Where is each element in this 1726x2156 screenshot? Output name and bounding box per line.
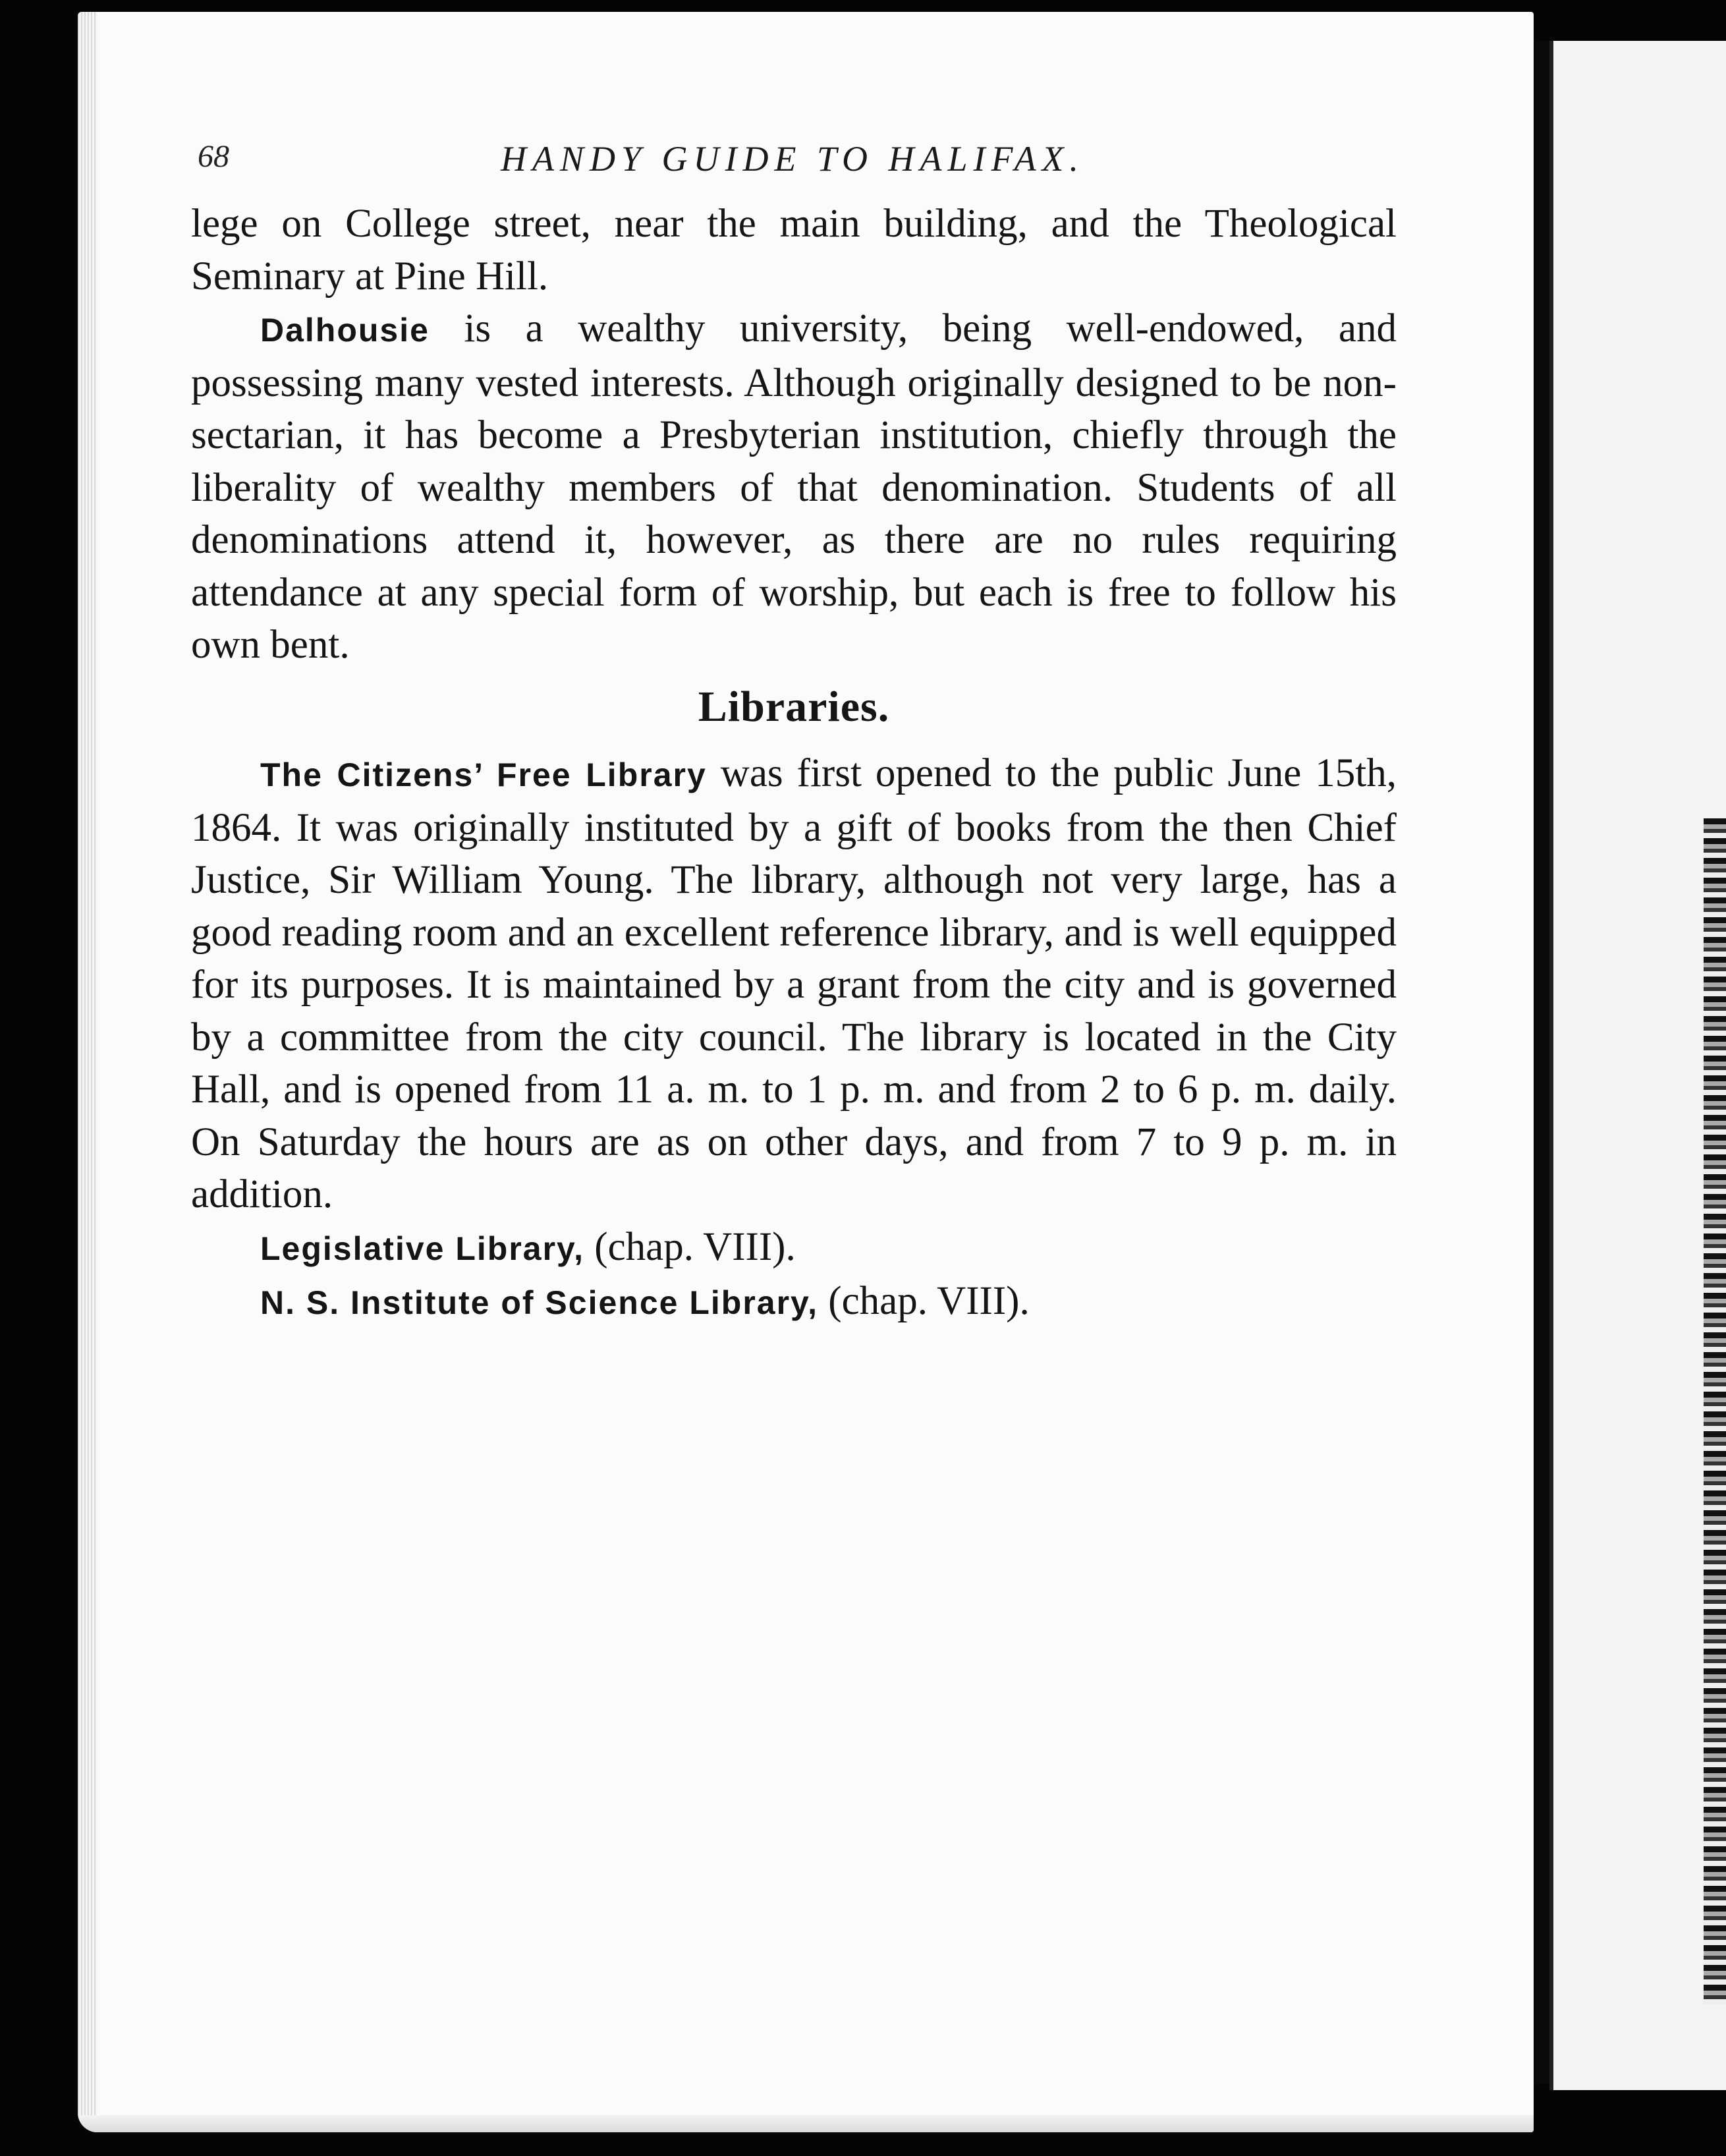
college-continuation-text: lege on College street, near the main building, and the Theological Seminary at Pine Hill. <box>191 202 1397 298</box>
dalhousie-text: is a wealthy university, being well-endowed, and possessing many vested interests. Although originally designed to be non-sectarian, it has become a Presbyterian institution, chiefly through the liberality of wealthy members of that denomination. Students of all denominations attend it, however, as there are no rules requiring attendance at any special form of worship, but each is free to follow his own bent. <box>191 306 1397 667</box>
institute-library-ref: (chap. VIII). <box>818 1279 1030 1323</box>
dalhousie-paragraph <box>191 302 1397 671</box>
legislative-library-name: Legislative Library, <box>260 1230 585 1267</box>
running-head-title: HANDY GUIDE TO HALIFAX. <box>501 139 1085 179</box>
running-head <box>198 138 1403 184</box>
facing-page-gutter <box>1535 41 1549 2084</box>
page-bottom-edge <box>78 2115 1534 2132</box>
citizens-library-text: was first opened to the public June 15th, 1864. It was originally instituted by a gift of books from the then Chief Justice, Sir William Young. The library, although not very large, has a good reading room and an excellent reference library, and is well equipped for its purposes. It is maintained by a grant from the city and is governed by a committee from the city council. The library is located in the City Hall, and is opened from 11 a. m. to 1 p. m. and from 2 to 6 p. m. daily. On Saturday the hours are as on other days, and from 7 to 9 p. m. in addition. <box>191 751 1397 1216</box>
citizens-library-name: The Citizens’ Free Library <box>260 756 707 793</box>
page-number: 68 <box>198 139 229 174</box>
page-stack-edge <box>78 12 97 2132</box>
page-body <box>191 198 1397 1330</box>
libraries-heading: Libraries. <box>698 682 890 731</box>
facing-page-illustration-fragment <box>1704 818 1726 2004</box>
citizens-library-paragraph <box>191 747 1397 1221</box>
institute-library-entry <box>191 1275 1397 1330</box>
legislative-library-ref: (chap. VIII). <box>584 1224 796 1269</box>
dalhousie-name: Dalhousie <box>260 312 430 349</box>
facing-page-edge <box>1549 41 1726 2090</box>
college-continuation-paragraph <box>191 198 1397 302</box>
legislative-library-entry <box>191 1221 1397 1276</box>
institute-library-name: N. S. Institute of Science Library, <box>260 1284 819 1321</box>
